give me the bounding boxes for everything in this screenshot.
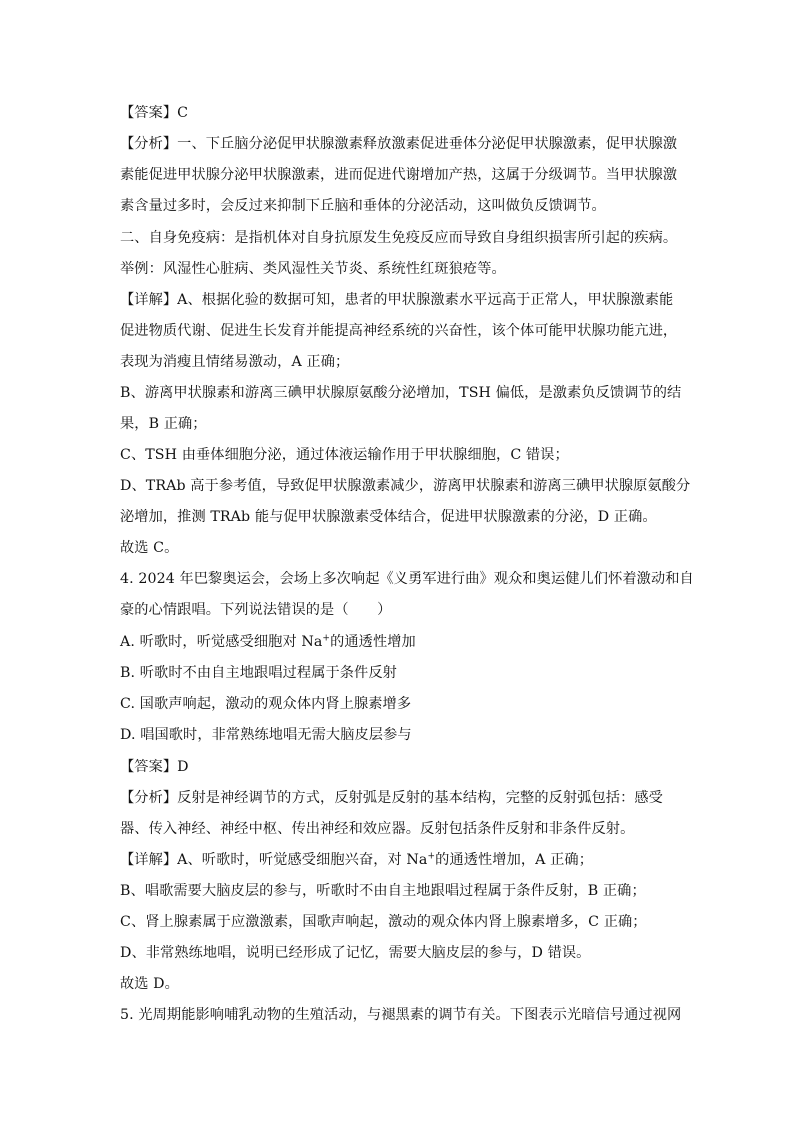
superscript-plus: +	[322, 633, 331, 644]
option-b: B. 听歌时不由自主地跟唱过程属于条件反射	[120, 665, 397, 681]
explanation-line: 表现为消瘦且情绪易激动，A 正确；	[120, 354, 350, 370]
explanation-line	[120, 849, 680, 871]
analysis-line: 二、自身免疫病：是指机体对自身抗原发生免疫反应而导致自身组织损害所引起的疾病。	[120, 230, 678, 246]
explanation-line: 果，B 正确；	[120, 416, 207, 432]
explanation-line: B、游离甲状腺素和游离三碘甲状腺原氨酸分泌增加，TSH 偏低，是激素负反馈调节的结	[120, 385, 682, 401]
answer-label-q3: 【答案】C	[120, 105, 189, 121]
option-c: C. 国歌声响起，激动的观众体内肾上腺素增多	[120, 696, 412, 712]
analysis-line: 【分析】一、下丘脑分泌促甲状腺激素释放激素促进垂体分泌促甲状腺激素，促甲状腺激	[120, 136, 678, 152]
explanation-line: D、非常熟练地唱，说明已经形成了记忆，需要大脑皮层的参与，D 错误。	[120, 945, 591, 961]
superscript-plus: +	[427, 851, 436, 862]
explanation-line: 【详解】A、根据化验的数据可知，患者的甲状腺激素水平远高于正常人，甲状腺激素能	[120, 292, 674, 308]
explanation-line: C、TSH 由垂体细胞分泌，通过体液运输作用于甲状腺细胞，C 错误；	[120, 447, 569, 463]
analysis-line: 举例：风湿性心脏病、类风湿性关节炎、系统性红斑狼疮等。	[120, 261, 506, 277]
explanation-line: D、TRAb 高于参考值，导致促甲状腺激素减少，游离甲状腺素和游离三碘甲状腺原氨酸分	[120, 478, 691, 494]
option-a-tail: 的通透性增加	[330, 634, 416, 650]
analysis-line: 【分析】反射是神经调节的方式，反射弧是反射的基本结构，完整的反射弧包括：感受	[120, 790, 663, 806]
option-a	[120, 631, 680, 653]
analysis-line: 素能促进甲状腺分泌甲状腺激素，进而促进代谢增加产热，这属于分级调节。当甲状腺激	[120, 167, 678, 183]
answer-label-q4: 【答案】D	[120, 759, 189, 775]
conclusion-line: 故选 C。	[120, 540, 179, 556]
analysis-line: 素含量过多时，会反过来抑制下丘脑和垂体的分泌活动，这叫做负反馈调节。	[120, 198, 606, 214]
option-a-text: A. 听歌时，听觉感受细胞对 Na	[120, 634, 323, 650]
question-4-stem: 豪的心情跟唱。下列说法错误的是（ ）	[120, 602, 392, 618]
analysis-line: 器、传入神经、神经中枢、传出神经和效应器。反射包括条件反射和非条件反射。	[120, 821, 635, 837]
explanation-line: C、肾上腺素属于应激激素，国歌声响起，激动的观众体内肾上腺素增多，C 正确；	[120, 914, 647, 930]
option-d: D. 唱国歌时，非常熟练地唱无需大脑皮层参与	[120, 727, 412, 743]
explanation-line: 泌增加，推测 TRAb 能与促甲状腺激素受体结合，促进甲状腺激素的分泌，D 正确。	[120, 509, 657, 525]
explanation-line: 促进物质代谢、促进生长发育并能提高神经系统的兴奋性，该个体可能甲状腺功能亢进，	[120, 323, 678, 339]
question-4-stem: 4. 2024 年巴黎奥运会，会场上多次响起《义勇军进行曲》观众和奥运健儿们怀着激动和自	[120, 571, 694, 587]
explanation-tail: 的通透性增加，A 正确；	[435, 852, 593, 868]
conclusion-line: 故选 D。	[120, 976, 179, 992]
explanation-text: 【详解】A、听歌时，听觉感受细胞兴奋，对 Na	[120, 852, 428, 868]
explanation-line: B、唱歌需要大脑皮层的参与，听歌时不由自主地跟唱过程属于条件反射，B 正确；	[120, 883, 646, 899]
question-5-stem: 5. 光周期能影响哺乳动物的生殖活动，与褪黑素的调节有关。下图表示光暗信号通过视网	[120, 1007, 682, 1023]
